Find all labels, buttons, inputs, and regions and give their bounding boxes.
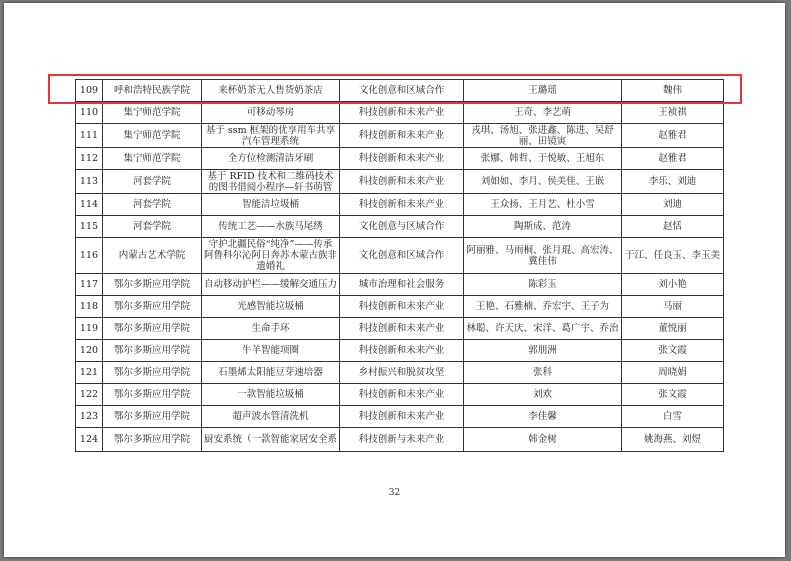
category-cell: 科技创新与未来产业 [340, 428, 464, 452]
project-cell: 石墨烯太阳能豆芽速培器 [202, 362, 340, 384]
school-cell: 集宁师范学院 [103, 148, 202, 170]
school-cell: 鄂尔多斯应用学院 [103, 274, 202, 296]
row-number: 120 [76, 340, 103, 362]
row-number: 122 [76, 384, 103, 406]
project-cell: 基于 RFID 技术和二维码技术的图书借阅小程序—轩书萌管 [202, 170, 340, 194]
category-cell: 科技创新和未来产业 [340, 296, 464, 318]
advisor-cell: 刘小艳 [622, 274, 724, 296]
school-cell: 内蒙古艺术学院 [103, 238, 202, 274]
highlight-box [48, 74, 742, 104]
school-cell: 鄂尔多斯应用学院 [103, 428, 202, 452]
project-cell: 可移动琴房 [202, 102, 340, 124]
project-cell: 全方位检测清洁牙刷 [202, 148, 340, 170]
row-number: 124 [76, 428, 103, 452]
table-row [76, 194, 724, 216]
category-cell: 文化创意和区域合作 [340, 238, 464, 274]
school-cell: 河套学院 [103, 216, 202, 238]
project-cell: 基于 ssm 框架的优享用车共享汽车管理系统 [202, 124, 340, 148]
school-cell: 鄂尔多斯应用学院 [103, 340, 202, 362]
table-row [76, 318, 724, 340]
table-row [76, 216, 724, 238]
advisor-cell: 魏伟 [622, 80, 724, 102]
row-number: 116 [76, 238, 103, 274]
members-cell: 王奇、李艺萌 [464, 102, 622, 124]
table-row [76, 296, 724, 318]
project-cell: 一款智能垃圾桶 [202, 384, 340, 406]
school-cell: 鄂尔多斯应用学院 [103, 384, 202, 406]
page-number: 32 [388, 488, 401, 498]
advisor-cell: 于江、任良玉、李玉美 [622, 238, 724, 274]
row-number: 118 [76, 296, 103, 318]
table-row [76, 340, 724, 362]
school-cell: 鄂尔多斯应用学院 [103, 296, 202, 318]
advisor-cell: 赵雅君 [622, 124, 724, 148]
members-cell: 陈彩玉 [464, 274, 622, 296]
row-number: 114 [76, 194, 103, 216]
project-cell: 传统工艺——水族马尾绣 [202, 216, 340, 238]
project-table-body [76, 80, 724, 452]
row-number: 121 [76, 362, 103, 384]
row-number: 109 [76, 80, 103, 102]
members-cell: 王众扬、王月艺、杜小雪 [464, 194, 622, 216]
advisor-cell: 李乐、刘迪 [622, 170, 724, 194]
project-cell: 生命手环 [202, 318, 340, 340]
category-cell: 科技创新和未来产业 [340, 194, 464, 216]
table-row [76, 102, 724, 124]
table-row [76, 148, 724, 170]
category-cell: 科技创新和未来产业 [340, 318, 464, 340]
project-table [75, 79, 724, 452]
row-number: 111 [76, 124, 103, 148]
school-cell: 鄂尔多斯应用学院 [103, 362, 202, 384]
project-cell: 超声波水管清洗机 [202, 406, 340, 428]
table-row [76, 170, 724, 194]
project-cell: 自动移动护栏——缓解交通压力 [202, 274, 340, 296]
members-cell: 张娜、韩哲、于悦敏、王旭东 [464, 148, 622, 170]
project-cell: 来杯奶茶无人售货奶茶店 [202, 80, 340, 102]
advisor-cell: 赵恬 [622, 216, 724, 238]
project-cell: 智能洁垃圾桶 [202, 194, 340, 216]
category-cell: 文化创意和区域合作 [340, 80, 464, 102]
advisor-cell: 白雪 [622, 406, 724, 428]
row-number: 112 [76, 148, 103, 170]
category-cell: 科技创新和未来产业 [340, 170, 464, 194]
members-cell: 王艳、石雅楠、乔宏宇、王子为 [464, 296, 622, 318]
category-cell: 城市治理和社会服务 [340, 274, 464, 296]
project-cell: 牛羊智能项圈 [202, 340, 340, 362]
table-row [76, 274, 724, 296]
members-cell: 林聪、许天庆、宋洋、葛广宇、乔治 [464, 318, 622, 340]
document-page [4, 3, 785, 557]
members-cell: 王璐瑶 [464, 80, 622, 102]
members-cell: 刘如如、李月、侯美佳、王嵌 [464, 170, 622, 194]
advisor-cell: 赵雅君 [622, 148, 724, 170]
table-row [76, 406, 724, 428]
category-cell: 科技创新和未来产业 [340, 102, 464, 124]
project-cell: 光感智能垃圾桶 [202, 296, 340, 318]
table-row [76, 238, 724, 274]
advisor-cell: 董悦丽 [622, 318, 724, 340]
members-cell: 阿丽雅、马雨桐、张月琨、高宏涛、冀佳伟 [464, 238, 622, 274]
category-cell: 科技创新和未来产业 [340, 148, 464, 170]
school-cell: 河套学院 [103, 194, 202, 216]
row-number: 123 [76, 406, 103, 428]
school-cell: 呼和浩特民族学院 [103, 80, 202, 102]
category-cell: 科技创新和未来产业 [340, 124, 464, 148]
members-cell: 李佳馨 [464, 406, 622, 428]
school-cell: 河套学院 [103, 170, 202, 194]
advisor-cell: 姚海燕、刘煜 [622, 428, 724, 452]
advisor-cell: 张文霞 [622, 384, 724, 406]
row-number: 119 [76, 318, 103, 340]
table-row [76, 362, 724, 384]
members-cell: 韩金树 [464, 428, 622, 452]
row-number: 115 [76, 216, 103, 238]
category-cell: 科技创新和未来产业 [340, 406, 464, 428]
project-cell: 厨安系统（一款智能家居安全系 [202, 428, 340, 452]
advisor-cell: 张文霞 [622, 340, 724, 362]
members-cell: 郭朋洲 [464, 340, 622, 362]
school-cell: 鄂尔多斯应用学院 [103, 318, 202, 340]
row-number: 113 [76, 170, 103, 194]
advisor-cell: 刘迪 [622, 194, 724, 216]
row-number: 110 [76, 102, 103, 124]
advisor-cell: 周晓娟 [622, 362, 724, 384]
category-cell: 乡村振兴和脱贫攻坚 [340, 362, 464, 384]
school-cell: 集宁师范学院 [103, 102, 202, 124]
category-cell: 科技创新和未来产业 [340, 384, 464, 406]
members-cell: 刘欢 [464, 384, 622, 406]
school-cell: 鄂尔多斯应用学院 [103, 406, 202, 428]
table-row [76, 384, 724, 406]
advisor-cell: 马丽 [622, 296, 724, 318]
category-cell: 科技创新和未来产业 [340, 340, 464, 362]
category-cell: 文化创意与区域合作 [340, 216, 464, 238]
table-row [76, 428, 724, 452]
project-cell: 守护北疆民俗“纯净”——传承阿鲁科尔沁阿日奔苏木蒙古族非遗婚礼 [202, 238, 340, 274]
row-number: 117 [76, 274, 103, 296]
table-row [76, 124, 724, 148]
members-cell: 戎琪、汤旭、张进鑫、陈进、吴舒丽、田镜寅 [464, 124, 622, 148]
advisor-cell: 王祯祺 [622, 102, 724, 124]
school-cell: 集宁师范学院 [103, 124, 202, 148]
members-cell: 陶斯成、范涛 [464, 216, 622, 238]
members-cell: 张科 [464, 362, 622, 384]
